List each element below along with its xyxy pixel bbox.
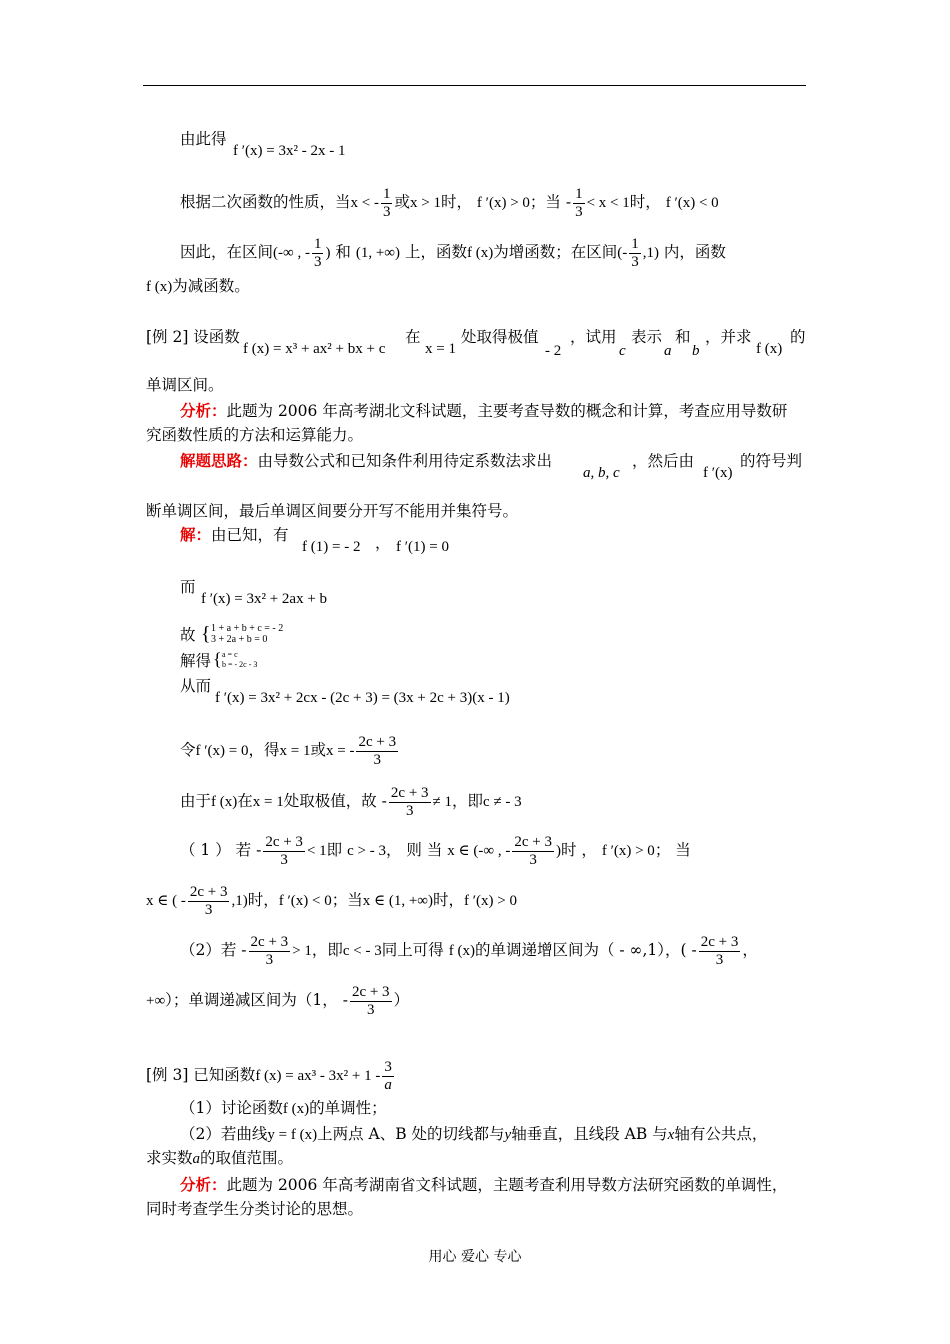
text-line — [146, 500, 518, 522]
numerator: 1 — [313, 236, 322, 252]
formula-text: f ′(x) = 3x² - 2x - 1 — [233, 143, 346, 159]
text: 根据二次函数的性质，当 — [180, 193, 351, 211]
numerator: 2c + 3 — [514, 834, 552, 850]
text: 由此得 — [180, 130, 227, 148]
formula-text: x > 1 — [410, 195, 441, 211]
formula-text: x = - — [326, 743, 355, 759]
text: 此题为 2006 年高考湖南省文科试题，主题考查利用导数方法研究函数的单调性， — [226, 1176, 788, 1194]
formula — [201, 588, 327, 610]
header-rule — [143, 85, 806, 86]
text: ） — [393, 991, 410, 1009]
formula-text: ,1) — [642, 245, 659, 261]
text-line — [180, 1097, 387, 1120]
fraction — [263, 834, 305, 868]
denominator: 3 — [382, 203, 391, 220]
text-line — [180, 934, 758, 968]
text: ， — [742, 941, 758, 959]
fraction — [389, 785, 431, 819]
fraction — [699, 934, 741, 968]
text: （2）若曲线 — [180, 1125, 268, 1143]
formula-text: f (x) — [448, 943, 475, 959]
formula-text: x < - — [350, 195, 379, 211]
text-line — [180, 650, 211, 672]
text-line — [146, 374, 224, 396]
formula-text: x ∈ (-∞ , - — [447, 843, 511, 859]
numerator: 2c + 3 — [358, 734, 397, 750]
denominator: 3 — [204, 901, 213, 918]
formula-text: c < - 3 — [342, 943, 382, 959]
text: 在 — [405, 328, 421, 346]
denominator: 3 — [715, 951, 724, 968]
formula-text: < x < 1 — [586, 195, 630, 211]
text-line — [146, 984, 409, 1018]
page-footer: 用心 爱心 专心 — [428, 1249, 522, 1265]
formula — [545, 340, 561, 362]
text: 求实数 — [146, 1149, 193, 1167]
formula-text: f (x) = ax³ - 3x² + 1 - — [255, 1068, 381, 1084]
formula-text: x ∈ (1, +∞) — [362, 893, 433, 909]
formula-text: x — [667, 1127, 675, 1143]
text-line — [146, 1059, 396, 1093]
formula-text: f ′(x) = 3x² + 2ax + b — [201, 591, 328, 607]
formula-text: +∞ — [146, 993, 166, 1009]
text: 为增函数；在区间 — [493, 243, 618, 261]
label-solution: 解： — [180, 525, 212, 544]
text: （2）若 - — [180, 941, 247, 959]
text-line — [180, 128, 227, 150]
formula-text: f ′(x) > 0 — [476, 195, 530, 211]
formula-text: c > - 3 — [347, 843, 386, 859]
formula — [215, 687, 510, 709]
text: 在 — [237, 792, 253, 810]
denominator: 3 — [313, 253, 322, 270]
formula-text: f (x) — [282, 1101, 310, 1117]
text — [740, 450, 802, 472]
formula — [703, 462, 733, 484]
text: 而 — [180, 578, 196, 596]
equation: 1 + a + b + c = - 2 — [211, 623, 284, 634]
text: 令 — [180, 741, 196, 759]
text: ，即 — [311, 941, 343, 959]
formula-text: - 2 — [545, 343, 562, 359]
text: 轴垂直，且线段 AB 与 — [511, 1125, 668, 1143]
text-line — [146, 1147, 293, 1170]
text-line — [180, 1123, 767, 1146]
fraction — [573, 186, 585, 220]
fraction — [350, 984, 392, 1018]
text-line — [146, 326, 240, 348]
fraction — [356, 734, 398, 768]
text: ；当 - — [529, 193, 572, 211]
text: 解得 — [180, 652, 212, 670]
text — [631, 326, 662, 348]
formula-text: x = 1 — [252, 794, 284, 810]
formula-text: b — [692, 343, 700, 359]
denominator: 3 — [367, 1001, 375, 1018]
denominator: 3 — [631, 253, 639, 270]
text-line — [180, 675, 211, 697]
text-line — [146, 884, 517, 918]
formula-text: f ′(x) < 0 — [665, 195, 719, 211]
text-line — [180, 1174, 787, 1196]
fraction — [249, 934, 291, 968]
formula-text: x ∈ ( - — [146, 893, 186, 909]
formula-text: < 1 — [306, 843, 327, 859]
text: 的 — [790, 328, 806, 346]
text: 和 — [675, 328, 691, 346]
text: 从而 — [180, 677, 212, 695]
text: ，得 — [248, 741, 280, 759]
text-line — [180, 524, 289, 546]
text: ；当 — [331, 891, 363, 909]
text: 或 — [394, 193, 410, 211]
fraction — [312, 236, 324, 270]
label-analysis: 分析： — [180, 401, 227, 420]
text-line — [180, 734, 400, 768]
formula-text: (1, +∞) — [355, 245, 400, 261]
text: ，然后由 — [632, 452, 695, 470]
text-line — [180, 400, 787, 422]
formula-text: f ′(x) > 0 — [601, 843, 655, 859]
fraction — [382, 1059, 394, 1093]
text-line — [146, 1198, 363, 1220]
formula-text: c ≠ - 3 — [483, 794, 522, 810]
label-approach: 解题思路： — [180, 451, 258, 470]
numerator: 2c + 3 — [700, 934, 739, 950]
text: 的单调性； — [309, 1099, 387, 1117]
text: ； 当 — [654, 841, 691, 859]
formula-text: a — [192, 1151, 201, 1167]
numerator: 1 — [382, 186, 391, 202]
numerator: 2c + 3 — [351, 984, 390, 1000]
denominator: 3 — [280, 851, 288, 868]
formula-text: a, b, c — [583, 465, 620, 481]
text-line — [180, 186, 719, 220]
fraction — [381, 186, 393, 220]
text: 同时考查学生分类讨论的思想。 — [146, 1200, 364, 1218]
formula-text: f (x) — [146, 279, 173, 295]
fraction — [188, 884, 230, 918]
numerator: 1 — [575, 186, 583, 202]
numerator: 1 — [631, 236, 639, 252]
text: ，试用 — [570, 328, 617, 346]
formula-text: f ′(x) = 0 — [195, 743, 249, 759]
fraction — [629, 236, 641, 270]
formula-text: f ′(1) = 0 — [396, 539, 449, 555]
text — [570, 326, 617, 348]
text: 即 — [326, 841, 343, 859]
formula-text: y — [504, 1127, 512, 1143]
text-line — [180, 624, 196, 646]
text: [例 2] 设函数 — [146, 328, 240, 346]
formula — [583, 462, 620, 484]
text: 的单调递增区间为（ - ∞,1），( - — [474, 941, 697, 959]
text — [461, 326, 539, 348]
denominator: 3 — [373, 751, 382, 768]
formula — [756, 338, 782, 360]
text: 单调区间。 — [146, 376, 224, 394]
text: 上，函数 — [404, 243, 467, 261]
denominator: 3 — [405, 802, 414, 819]
fraction — [512, 834, 554, 868]
formula-text: f ′(x) = 3x² + 2cx - (2c + 3) = (3x + 2c + 3)(x - 1) — [215, 690, 510, 706]
formula-text: > 1 — [292, 943, 312, 959]
text-line — [180, 450, 552, 472]
text: 时 ， — [560, 841, 597, 859]
text: 由于 — [180, 792, 212, 810]
formula-text: y = f (x) — [267, 1127, 318, 1143]
text: [例 3] 已知函数 — [146, 1066, 256, 1084]
denominator: 3 — [529, 851, 537, 868]
denominator: 3 — [265, 951, 274, 968]
formula-text: x = 1 — [425, 341, 456, 357]
text: 时， — [247, 891, 279, 909]
text: 同上可得 — [381, 941, 444, 959]
text — [790, 326, 806, 348]
text-line — [180, 785, 522, 819]
formula — [692, 340, 700, 362]
text — [375, 532, 391, 554]
equation: a = c — [222, 650, 238, 659]
label-analysis: 分析： — [180, 1175, 227, 1194]
numerator: 2c + 3 — [390, 785, 429, 801]
formula-text: ) — [325, 245, 331, 261]
formula — [425, 338, 456, 360]
text — [405, 326, 421, 348]
text: 因此，在区间 — [180, 243, 274, 261]
text: 的取值范围。 — [200, 1149, 294, 1167]
formula-text: f (x) — [756, 341, 783, 357]
text: ，即 — [452, 792, 484, 810]
equation: b = - 2c - 3 — [222, 660, 258, 669]
text: 上两点 A、B 处的切线都与 — [317, 1125, 505, 1143]
denominator: 3 — [575, 203, 583, 220]
formula — [302, 536, 360, 558]
text: 处取极值，故 - — [283, 792, 387, 810]
text: 由已知，有 — [211, 526, 289, 544]
formula-text: a — [664, 343, 672, 359]
formula-text: f (1) = - 2 — [302, 539, 361, 555]
formula-text: (-∞ , - — [273, 245, 310, 261]
formula-text: c — [619, 343, 626, 359]
text-line — [146, 275, 250, 298]
formula-text: f (x) = x³ + ax² + bx + c — [243, 341, 386, 357]
formula — [619, 340, 626, 362]
text: ）；单调递减区间为（1， - — [165, 991, 348, 1009]
formula-text: ) — [555, 843, 561, 859]
formula — [396, 536, 449, 558]
text: （ 1 ） 若 - — [180, 841, 262, 859]
formula-text: f ′(x) — [703, 465, 733, 481]
text: 时， — [432, 891, 464, 909]
text: 究函数性质的方法和运算能力。 — [146, 426, 364, 444]
denominator: a — [384, 1076, 392, 1093]
formula — [243, 338, 385, 360]
text: 处取得极值 — [461, 328, 539, 346]
text: 故 — [180, 626, 196, 644]
numerator: 3 — [384, 1059, 392, 1075]
formula-text: f ′(x) > 0 — [464, 893, 517, 909]
formula — [233, 140, 345, 162]
text: 或 — [310, 741, 326, 759]
formula-text: x = 1 — [279, 743, 311, 759]
text: 此题为 2006 年高考湖北文科试题，主要考查导数的概念和计算，考查应用导数研 — [226, 402, 788, 420]
text: ， — [375, 534, 391, 552]
text — [675, 326, 691, 348]
formula-text: f (x) — [466, 245, 494, 261]
formula — [664, 340, 672, 362]
text: 轴有公共点， — [674, 1125, 768, 1143]
formula-text: f ′(x) < 0 — [278, 893, 332, 909]
text-line — [180, 236, 726, 270]
numerator: 2c + 3 — [265, 834, 303, 850]
formula-text: (- — [617, 245, 628, 261]
text-line — [180, 576, 196, 598]
text: 为减函数。 — [172, 277, 250, 295]
formula-text: f (x) — [211, 794, 238, 810]
text: （1）讨论函数 — [180, 1099, 283, 1117]
text: 和 — [335, 243, 351, 261]
text: 表示 — [631, 328, 663, 346]
text: ，并求 — [705, 328, 752, 346]
text — [705, 326, 752, 348]
formula-text: ≠ 1 — [432, 794, 453, 810]
text: 由导数公式和已知条件利用待定系数法求出 — [257, 452, 553, 470]
formula-text: ,1) — [231, 893, 248, 909]
text: 断单调区间，最后单调区间要分开写不能用并集符号。 — [146, 502, 519, 520]
numerator: 2c + 3 — [189, 884, 228, 900]
text: 的符号判 — [740, 452, 803, 470]
text-line — [146, 424, 363, 446]
text: ， 则 当 — [385, 841, 443, 859]
equation: 3 + 2a + b = 0 — [211, 634, 268, 645]
text — [632, 450, 694, 472]
text-line — [180, 834, 691, 868]
text: 时， — [629, 193, 661, 211]
text: 时， — [440, 193, 472, 211]
numerator: 2c + 3 — [250, 934, 289, 950]
text: 内，函数 — [663, 243, 726, 261]
